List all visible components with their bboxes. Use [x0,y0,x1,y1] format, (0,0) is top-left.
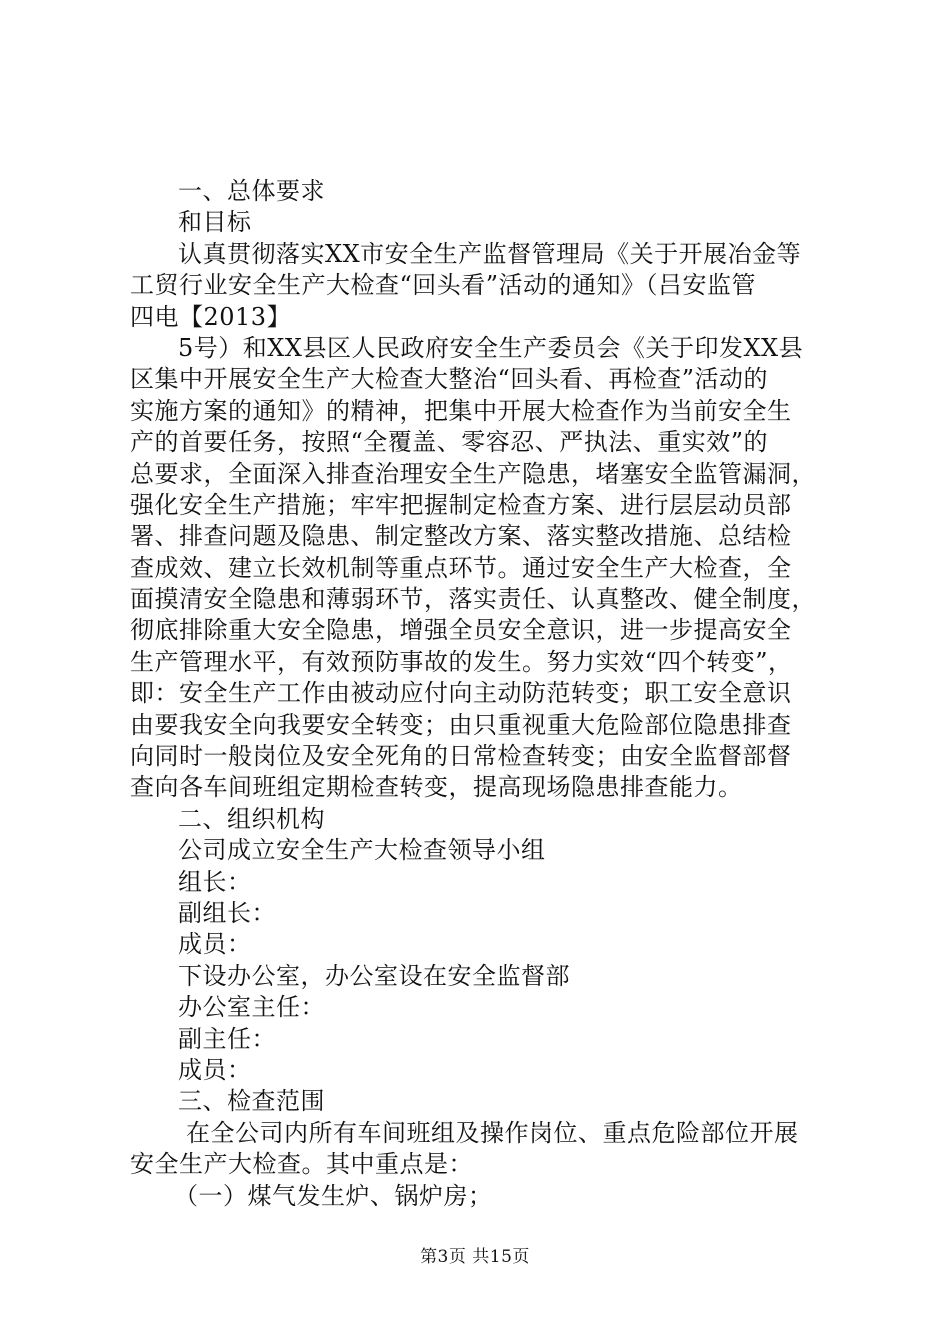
document-line: 副主任： [178,1024,276,1053]
document-line: 生产管理水平，有效预防事故的发生。努力实效“四个转变”， [130,647,793,676]
page-number-footer: 第3页 共15页 [420,1247,530,1267]
document-line: 面摸清安全隐患和薄弱环节，落实责任、认真整改、健全制度， [130,585,816,614]
document-line: 工贸行业安全生产大检查“回头看”活动的通知》（吕安监管 [130,271,757,300]
document-line: 认真贯彻落实XX市安全生产监督管理局《关于开展冶金等 [178,239,802,268]
document-line: 一、总体要求 [178,177,325,205]
document-line: 组长： [178,867,252,896]
document-line: 副组长： [178,898,276,927]
document-line: 彻底排除重大安全隐患，增强全员安全意识，进一步提高安全 [130,616,792,645]
document-line: 产的首要任务，按照“全覆盖、零容忍、严执法、重实效”的 [130,428,769,457]
document-line: （一）煤气发生炉、锅炉房； [174,1181,493,1210]
document-line: 三、检查范围 [178,1087,325,1116]
document-line: 即：安全生产工作由被动应付向主动防范转变；职工安全意识 [130,679,792,708]
document-line: 查向各车间班组定期检查转变，提高现场隐患排查能力。 [130,773,743,802]
document-line: 5号）和XX县区人民政府安全生产委员会《关于印发XX县 [178,333,804,362]
document-line: 总要求，全面深入排查治理安全生产隐患，堵塞安全监管漏洞， [130,459,816,488]
document-line: 向同时一般岗位及安全死角的日常检查转变；由安全监督部督 [130,742,792,771]
document-body [130,176,830,1212]
document-line: 办公室主任： [178,993,325,1022]
document-line: 和目标 [178,208,252,237]
document-line: 四电【2013】 [130,302,292,331]
document-line: 成员： [178,930,252,959]
document-line: 成员： [178,1055,252,1084]
document-line: 区集中开展安全生产大检查大整治“回头看、再检查”活动的 [130,365,769,394]
document-line: 安全生产大检查。其中重点是： [130,1150,473,1179]
document-line: 查成效、建立长效机制等重点环节。通过安全生产大检查，全 [130,553,792,582]
document-line: 署、排查问题及隐患、制定整改方案、落实整改措施、总结检 [130,522,792,551]
document-line: 下设办公室，办公室设在安全监督部 [178,961,570,990]
document-line: 公司成立安全生产大检查领导小组 [178,836,546,865]
document-line: 强化安全生产措施；牢牢把握制定检查方案、进行层层动员部 [130,490,792,519]
document-line: 实施方案的通知》的精神，把集中开展大检查作为当前安全生 [130,396,792,425]
document-line: 二、组织机构 [178,804,325,833]
document-line: 由要我安全向我要安全转变；由只重视重大危险部位隐患排查 [130,710,792,739]
document-line: 在全公司内所有车间班组及操作岗位、重点危险部位开展 [186,1118,799,1147]
